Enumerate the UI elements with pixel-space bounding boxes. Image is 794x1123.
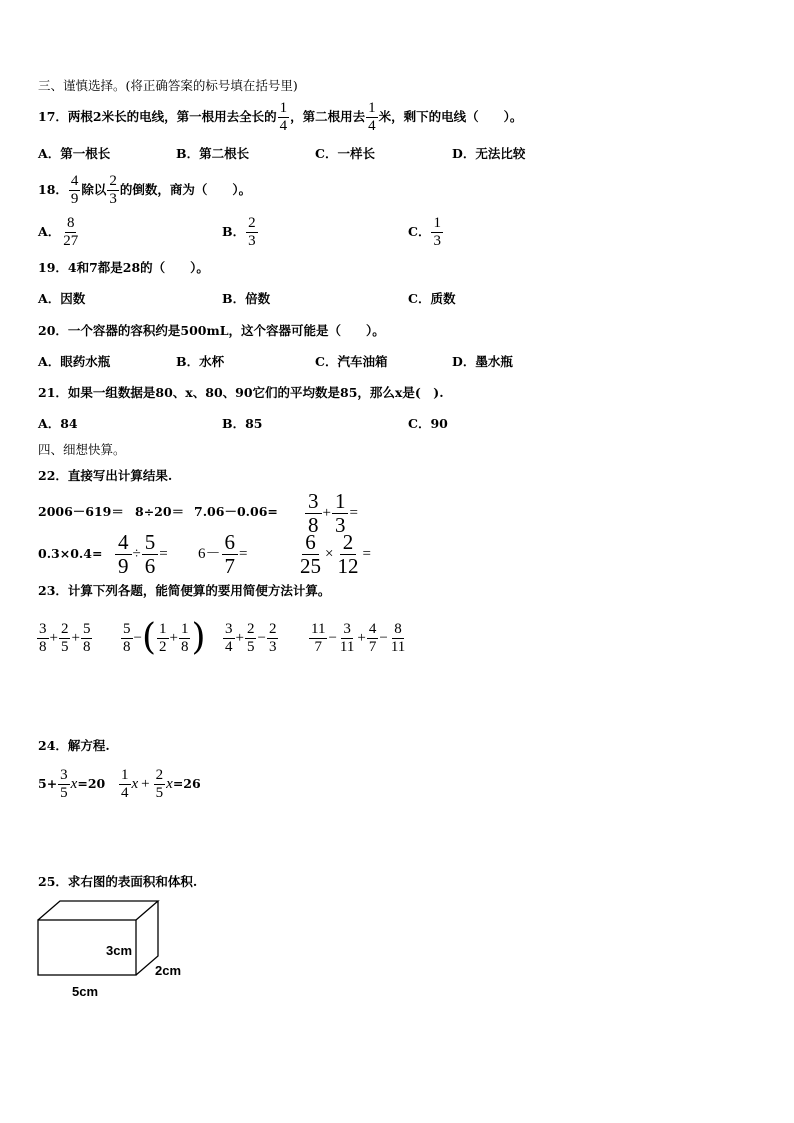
q23-ex4-num2: 3 [343,620,351,637]
q18-option-c-num: 1 [433,214,441,231]
q23-ex2-den2: 2 [159,638,167,655]
q18-option-a-num: 8 [66,214,75,231]
q22-e7-num: 6 [222,532,239,555]
q23-ex4-den4: 11 [390,638,406,655]
q23-ex3-den2: 5 [246,638,255,655]
question-21: 21．如果一组数据是80、x、80、90它们的平均数是85，那么x是( ). [38,385,444,400]
q22-e8-operator: × [325,545,334,562]
q23-ex1-op2: + [71,629,80,646]
q23-ex3-num1: 3 [225,620,233,637]
q24-eq2-den2: 5 [155,784,164,801]
q24-eq2-variable-2: x [166,775,173,792]
q22-e4-num1: 3 [305,491,322,514]
q23-ex4-op1: − [328,629,337,646]
q24-eq1-rhs: =20 [77,775,106,791]
q18-text-post: 的倒数，商为（ ）。 [119,181,252,197]
q18-option-b-label: B． [222,223,246,239]
q23-ex1-op1: + [49,629,58,646]
q23-ex2-frac3 [179,622,191,655]
q18-option-c-fraction [431,216,443,249]
q18-frac2-den: 3 [109,190,117,207]
q22-e7-equals: = [239,545,248,562]
q17-fraction-2 [366,101,378,134]
q18-option-b-den: 3 [248,232,256,249]
q22-e4-num2: 1 [332,491,349,514]
q23-ex3-num3: 2 [268,620,277,637]
q18-option-a-fraction [61,216,80,249]
q22-title: 22．直接写出计算结果. [38,468,173,483]
q17-frac2-den: 4 [368,117,376,134]
q22-e6-den1: 9 [118,553,129,578]
q23-ex4-op3: − [379,629,388,646]
q23-ex1-den3: 8 [82,638,91,655]
q18-option-c-den: 3 [433,232,441,249]
q21-option-a[interactable]: A．84 [38,416,78,431]
cuboid-depth-label: 2cm [155,963,182,978]
q23-ex2-frac2 [157,622,169,655]
cuboid-top-face [38,901,158,920]
q22-e8-equals: = [362,545,371,562]
q22-expr-3: 7.06－0.06= [194,504,278,519]
q22-expr-2: 8÷20＝ [135,504,185,519]
q23-expr-3 [222,618,279,658]
q17-text-post: 米，剩下的电线（ ）。 [378,108,523,124]
q22-e6-frac2 [142,529,159,578]
q23-ex4-den2: 11 [339,638,355,655]
q18-option-a-den: 27 [63,232,79,249]
q23-ex1-den1: 8 [39,638,47,655]
q23-ex1-num2: 2 [60,620,69,637]
q18-option-b[interactable] [222,212,259,252]
q23-ex2-op1: − [133,629,142,646]
q24-eq2-frac2 [154,768,166,801]
question-19: 19．4和7都是28的（ ）。 [38,260,209,275]
q18-fraction-1 [69,174,81,207]
q24-eq1-frac [58,768,70,801]
q23-ex1-frac2 [59,622,71,655]
q18-fraction-2 [107,174,119,207]
q23-ex2-num1: 5 [123,620,131,637]
q17-fraction-1 [278,101,290,134]
q23-ex2-op2: + [169,629,178,646]
q17-option-d[interactable]: D．无法比较 [452,146,526,161]
q23-ex4-frac1 [309,622,327,655]
q22-e6-operator: ÷ [132,545,141,562]
q22-expr-6 [114,529,168,578]
q22-e4-operator: + [322,504,331,521]
q23-ex1-frac3 [81,622,93,655]
section-4-title: 四、细想快算。 [38,442,126,457]
question-18 [38,170,251,210]
q18-option-a-label: A． [38,223,61,239]
q22-e4-equals: = [349,504,358,521]
q23-ex2-num3: 1 [180,620,189,637]
q23-ex4-op2: + [357,629,366,646]
q17-frac1-den: 4 [279,117,288,134]
q23-ex1-num3: 5 [82,620,91,637]
q24-title: 24．解方程. [38,738,110,753]
q22-expr-8 [296,529,371,578]
q22-e7-den: 7 [224,553,236,578]
section-3-title: 三、谨慎选择。(将正确答案的标号填在括号里) [38,78,298,93]
q21-option-c[interactable]: C．90 [408,416,448,431]
q23-ex4-frac4 [389,622,407,655]
q24-eq1-variable: x [70,775,78,792]
q24-eq2-rhs: =26 [172,775,201,791]
q22-e7-prefix: 6－ [198,545,221,562]
q23-ex2-num2: 1 [159,620,167,637]
q18-option-c-label: C． [408,223,431,239]
q23-ex2-den3: 8 [180,638,189,655]
q23-ex4-num3: 4 [368,620,377,637]
cuboid-diagram [36,898,166,980]
q22-expr-5: 0.3×0.4= [38,546,103,561]
question-20: 20．一个容器的容积约是500mL，这个容器可能是（ ）。 [38,323,385,338]
q22-e6-den2: 6 [144,553,156,578]
q23-ex3-den1: 4 [225,638,233,655]
q17-option-b[interactable]: B．第二根长 [176,146,250,161]
q24-equation-1 [38,764,105,804]
q22-expr-7 [198,529,248,578]
q22-e6-num2: 5 [142,532,159,555]
q22-e4-frac1 [305,488,322,537]
q23-title: 23．计算下列各题，能简便算的要用简便方法计算。 [38,583,331,598]
q23-ex3-frac3 [267,622,279,655]
q22-e8-den1: 25 [300,553,321,578]
q24-eq2-num1: 1 [121,766,129,783]
q17-option-c[interactable]: C．一样长 [315,146,375,161]
q22-e8-den2: 12 [337,553,359,578]
cuboid-height-label: 3cm [106,943,133,958]
q19-option-c[interactable]: C．质数 [408,291,456,306]
q19-option-b[interactable]: B．倍数 [222,291,271,306]
q18-frac1-den: 9 [70,190,79,207]
q24-eq2-den1: 4 [121,784,129,801]
q23-ex3-frac2 [245,622,257,655]
q22-e6-num1: 4 [115,532,132,555]
q22-e4-den2: 3 [334,512,346,537]
q24-eq1-den: 5 [60,784,68,801]
q24-equation-2 [118,764,201,804]
cuboid-length-label: 5cm [72,984,99,999]
q25-title: 25．求右图的表面积和体积. [38,874,198,889]
q22-e8-frac2 [334,529,361,578]
q23-expr-4 [308,618,408,658]
q23-ex4-den3: 7 [368,638,377,655]
q22-expr-1: 2006－619＝ [38,504,124,519]
q23-ex2-den1: 8 [123,638,131,655]
q17-frac2-num: 1 [368,99,376,116]
q23-expr-1 [36,618,93,658]
q23-ex1-frac1 [37,622,49,655]
q23-ex3-op2: − [257,629,266,646]
q23-ex3-num2: 2 [246,620,255,637]
q20-option-d[interactable]: D．墨水瓶 [452,354,513,369]
q17-text-pre: 17．两根2米长的电线，第一根用去全长的 [38,108,277,124]
q24-eq2-variable-1: x [131,775,139,792]
q23-ex3-frac1 [223,622,235,655]
q18-option-a[interactable] [38,212,81,252]
q22-e7-frac [222,529,239,578]
q20-option-c[interactable]: C．汽车油箱 [315,354,388,369]
q21-option-b[interactable]: B．85 [222,416,263,431]
q19-option-a[interactable]: A．因数 [38,291,86,306]
q23-expr-2 [120,618,206,658]
q24-eq2-operator: + [141,775,150,792]
q20-option-b[interactable]: B．水杯 [176,354,225,369]
q22-e4-frac2 [332,488,349,537]
q18-frac1-num: 4 [70,172,79,189]
q23-ex2-right-paren: ) [191,617,206,658]
q18-option-c[interactable] [408,212,444,252]
q22-expr-4 [304,488,358,537]
question-17 [38,97,522,137]
q22-e8-num1: 6 [302,532,319,555]
q23-ex1-den2: 5 [60,638,69,655]
q18-label: 18． [38,181,68,197]
q24-eq2-frac1 [119,768,131,801]
q18-text-mid: 除以 [81,181,107,197]
q24-eq1-num: 3 [60,766,68,783]
q24-eq2-num2: 2 [155,766,164,783]
q23-ex2-frac1 [121,622,133,655]
q23-ex3-den3: 3 [268,638,277,655]
q18-option-b-num: 2 [248,214,256,231]
q17-frac1-num: 1 [279,99,288,116]
q24-eq1-prefix: 5+ [38,775,58,791]
q23-ex3-op1: + [235,629,244,646]
q22-e8-num2: 2 [340,532,357,555]
q22-e6-equals: = [159,545,168,562]
q23-ex4-frac2 [338,622,356,655]
q23-ex4-den1: 7 [314,638,322,655]
q22-e8-frac1 [297,529,324,578]
q23-ex2-left-paren: ( [141,617,157,658]
q17-text-mid: ，第二根用去 [290,108,366,124]
q23-ex4-frac3 [367,622,379,655]
q17-option-a[interactable]: A．第一根长 [38,146,111,161]
q18-option-b-fraction [246,216,258,249]
q23-ex4-num4: 8 [394,620,402,637]
q22-e4-den1: 8 [308,512,319,537]
q18-frac2-num: 2 [109,172,117,189]
q20-option-a[interactable]: A．眼药水瓶 [38,354,111,369]
q23-ex4-num1: 11 [311,620,326,637]
q22-e6-frac1 [115,529,132,578]
q23-ex1-num1: 3 [39,620,47,637]
